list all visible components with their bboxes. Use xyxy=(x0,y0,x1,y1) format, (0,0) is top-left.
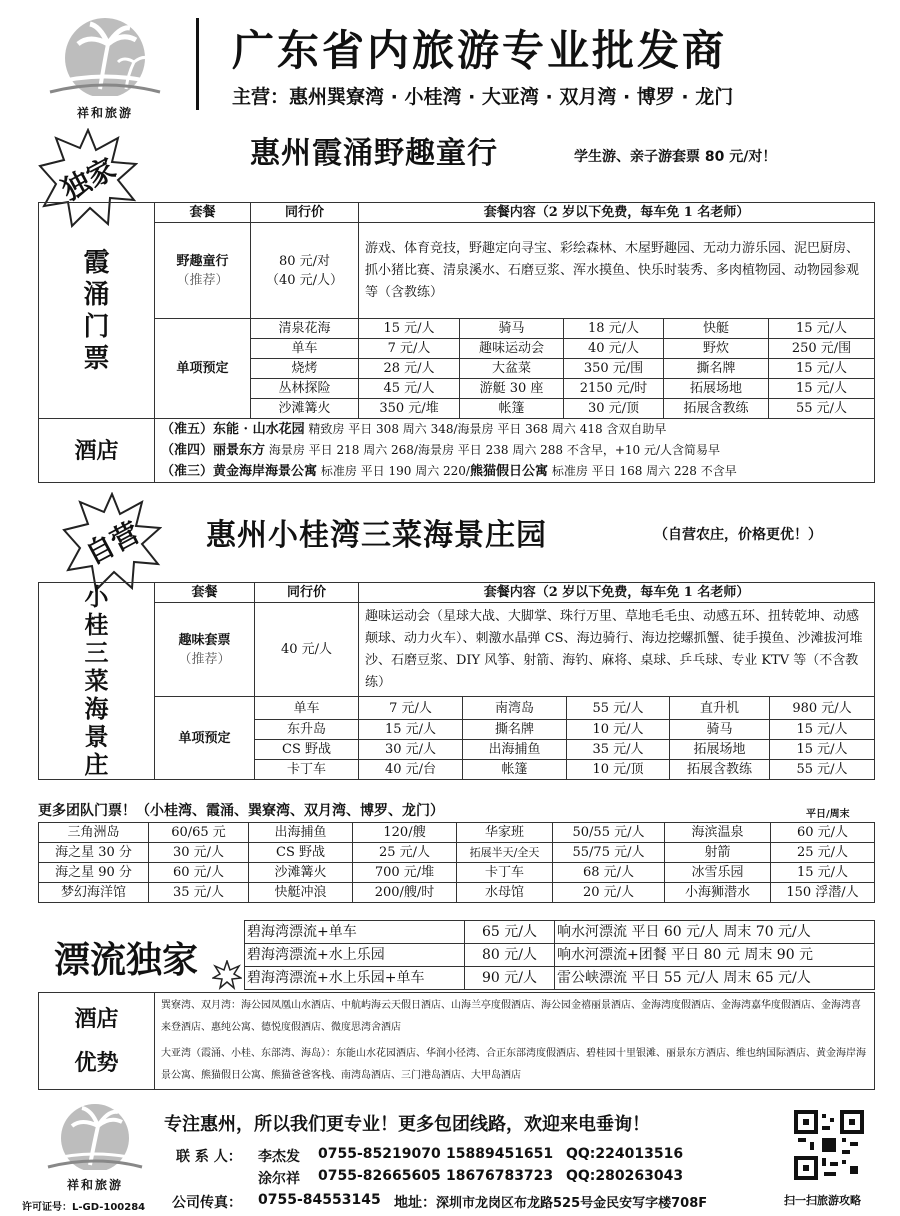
rafting-table xyxy=(244,920,875,990)
item-price: 45 元/人 xyxy=(359,379,460,399)
section2-title: 惠州小桂湾三菜海景庄园 xyxy=(206,518,547,553)
section2-table xyxy=(38,582,875,780)
item-price: 55 元/人 xyxy=(567,697,670,720)
page-title: 广东省内旅游专业批发商 xyxy=(232,26,728,75)
item-price: 10 元/顶 xyxy=(567,760,670,780)
item-name: 东升岛 xyxy=(255,720,359,740)
ticket-name: 冰雪乐园 xyxy=(665,863,771,883)
section3-title: 更多团队门票！（小桂湾、霞涌、巽寮湾、双月湾、博罗、龙门） xyxy=(38,803,444,819)
contact-qq: QQ:280263043 xyxy=(566,1168,684,1184)
item-name: 骑马 xyxy=(460,319,564,339)
item-name: 出海捕鱼 xyxy=(463,740,567,760)
item-name: 单车 xyxy=(255,697,359,720)
item-name: 撕名牌 xyxy=(463,720,567,740)
rafting-item: 碧海湾漂流+单车 xyxy=(245,921,465,944)
footer-slogan: 专注惠州，所以我们更专业！更多包团线路，欢迎来电垂询！ xyxy=(164,1114,650,1135)
col-package: 套餐 xyxy=(155,203,251,223)
single-booking-label: 单项预定 xyxy=(155,697,255,780)
contact-name: 李杰发 xyxy=(258,1149,300,1165)
contact-mobile[interactable]: 15889451651 xyxy=(446,1146,554,1162)
ticket-name: 小海狮潜水 xyxy=(665,883,771,903)
palm-tree-logo-icon xyxy=(30,14,180,96)
self-operated-stamp xyxy=(62,492,162,592)
item-name: 单车 xyxy=(251,339,359,359)
item-price: 350 元/围 xyxy=(564,359,664,379)
ticket-price: 120/艘 xyxy=(353,823,457,843)
ticket-name: 水母馆 xyxy=(457,883,553,903)
section1-title: 惠州霞涌野趣童行 xyxy=(250,136,498,171)
license-number: 许可证号：L-GD-100284 xyxy=(22,1202,146,1213)
page-subtitle: 主营：惠州巽寮湾 · 小桂湾 · 大亚湾 · 双月湾 · 博罗 · 龙门 xyxy=(232,86,734,108)
item-price: 250 元/围 xyxy=(769,339,875,359)
hotel-advantage-label xyxy=(39,993,155,1090)
package-price: 40 元/人 xyxy=(255,603,359,697)
rafting-price: 65 元/人 xyxy=(465,921,555,944)
ticket-price: 25 元/人 xyxy=(353,843,457,863)
contact-tel[interactable]: 0755-85219070 xyxy=(318,1146,441,1162)
logo-name: 祥和旅游 xyxy=(76,106,133,120)
item-name: 烧烤 xyxy=(251,359,359,379)
item-name: 拓展场地 xyxy=(664,379,769,399)
package-price-cell xyxy=(251,223,359,319)
package-recommend: （推荐） xyxy=(176,272,229,288)
item-price: 350 元/堆 xyxy=(359,399,460,419)
fax-number: 0755-84553145 xyxy=(258,1192,381,1208)
contact-label: 联 系 人： xyxy=(176,1149,242,1165)
ticket-price: 50/55 元/人 xyxy=(553,823,665,843)
item-name: 沙滩篝火 xyxy=(251,399,359,419)
footer-logo xyxy=(30,1100,160,1190)
ticket-price: 35 元/人 xyxy=(149,883,249,903)
item-name: 拓展场地 xyxy=(670,740,770,760)
item-name: 快艇 xyxy=(664,319,769,339)
ticket-price: 55/75 元/人 xyxy=(553,843,665,863)
ticket-price: 60 元/人 xyxy=(771,823,875,843)
section3-note: 平日/周末 xyxy=(806,809,850,820)
ticket-price: 25 元/人 xyxy=(771,843,875,863)
qr-code[interactable] xyxy=(794,1110,864,1180)
item-name: 趣味运动会 xyxy=(460,339,564,359)
package-cell xyxy=(155,603,255,697)
ticket-name: 射箭 xyxy=(665,843,771,863)
section3-table xyxy=(38,822,875,903)
item-price: 15 元/人 xyxy=(359,720,463,740)
ticket-name: 快艇冲浪 xyxy=(249,883,353,903)
item-price: 15 元/人 xyxy=(769,359,875,379)
ticket-name: 海滨温泉 xyxy=(665,823,771,843)
hotel-advantage-line: 大亚湾（霞涌、小桂、东部湾、海岛）：东能山水花园酒店、华润小径湾、合正东部湾度假酒店、碧桂园十里银滩、丽景东方酒店、维也纳国际酒店、黄金海岸海景公寓、熊猫假日公寓、熊猫爸爸客栈、南湾岛酒店、三门港岛酒店、大甲岛酒店 xyxy=(161,1048,866,1081)
hotel-advantage-label-2: 优势 xyxy=(74,1050,119,1076)
contact-mobile[interactable]: 18676783723 xyxy=(446,1168,554,1184)
ticket-name: 海之星 30 分 xyxy=(39,843,149,863)
ticket-price: 60 元/人 xyxy=(149,863,249,883)
item-name: 拓展含教练 xyxy=(664,399,769,419)
package-name: 野趣童行 xyxy=(176,253,229,269)
col-price: 同行价 xyxy=(251,203,359,223)
ticket-name: 出海捕鱼 xyxy=(249,823,353,843)
item-price: 7 元/人 xyxy=(359,697,463,720)
header-logo xyxy=(30,14,180,120)
ticket-name: 华家班 xyxy=(457,823,553,843)
ticket-price: 15 元/人 xyxy=(771,863,875,883)
ticket-price: 700 元/堆 xyxy=(353,863,457,883)
ticket-name: 卡丁车 xyxy=(457,863,553,883)
address: 深圳市龙岗区布龙路525号金民安写字楼708F xyxy=(436,1196,708,1211)
col-content: 套餐内容（2 岁以下免费，每车免 1 名老师） xyxy=(359,203,875,223)
ticket-price: 150 浮潜/人 xyxy=(771,883,875,903)
hotel-line: （准五）东能 · 山水花园 精致房 平日 308 周六 348/海景房 平日 368 周六 418 含双自助早 xyxy=(161,422,667,437)
ticket-name: 梦幻海洋馆 xyxy=(39,883,149,903)
hotel-line: （准三）黄金海岸海景公寓 标准房 平日 190 周六 220/熊猫假日公寓 标准房 平日 168 周六 228 不含早 xyxy=(161,464,737,479)
hotel-advantage-label-1: 酒店 xyxy=(74,1006,119,1032)
contact-qq: QQ:224013516 xyxy=(566,1146,684,1162)
contact-tel[interactable]: 0755-82665605 xyxy=(318,1168,441,1184)
package-content: 游戏、体育竞技，野趣定向寻宝、彩绘森林、木屋野趣园、无动力游乐园、泥巴厨房、抓小猪比赛、清泉溪水、石磨豆浆、浑水摸鱼、快乐时装秀、多肉植物园、动物园参观等（含教练） xyxy=(359,223,875,319)
ticket-name: CS 野战 xyxy=(249,843,353,863)
rafting-item: 碧海湾漂流+水上乐园 xyxy=(245,944,465,967)
package-recommend: （推荐） xyxy=(178,651,231,667)
item-name: 骑马 xyxy=(670,720,770,740)
hotel-list xyxy=(155,419,875,483)
col-price: 同行价 xyxy=(255,583,359,603)
ticket-name: 拓展半天/全天 xyxy=(457,843,553,863)
fax-label: 公司传真： xyxy=(172,1195,242,1211)
contact-name: 涂尔祥 xyxy=(258,1171,300,1187)
palm-tree-logo-icon xyxy=(30,1100,160,1170)
item-name: 卡丁车 xyxy=(255,760,359,780)
package-content: 趣味运动会（星球大战、大脚掌、珠行万里、草地毛毛虫、动感五环、扭转乾坤、动感颠球、动力火车）、刺激水晶弹 CS、海边骑行、海边挖螺抓蟹、徒手摸鱼、沙滩拔河堆沙、石磨豆浆、DIY 风筝、射箭、海钓、麻将、桌球、乒乓球、专业 KTV 等（不含教练） xyxy=(359,603,875,697)
logo-name: 祥和旅游 xyxy=(66,1178,123,1192)
item-price: 15 元/人 xyxy=(770,740,875,760)
single-booking-label: 单项预定 xyxy=(155,319,251,419)
ticket-name: 沙滩篝火 xyxy=(249,863,353,883)
hotel-advantage-line: 巽寮湾、双月湾：海公园凤凰山水酒店、中航屿海云天假日酒店、山海兰亭度假酒店、海公园金禧丽景酒店、金海湾度假酒店、金海湾嘉华度假酒店、金海湾喜来登酒店、惠纯公寓、德悦度假酒店、微度思湾舍酒店 xyxy=(161,1000,861,1033)
ticket-price: 30 元/人 xyxy=(149,843,249,863)
item-name: 游艇 30 座 xyxy=(460,379,564,399)
item-name: 大盆菜 xyxy=(460,359,564,379)
item-name: 帐篷 xyxy=(460,399,564,419)
rafting-label: 漂流独家 xyxy=(54,940,199,981)
item-price: 18 元/人 xyxy=(564,319,664,339)
package-price: 80 元/对 xyxy=(278,253,331,269)
item-price: 55 元/人 xyxy=(769,399,875,419)
item-price: 2150 元/时 xyxy=(564,379,664,399)
section1-side-label: 霞涌门票 xyxy=(39,203,155,419)
item-name: 直升机 xyxy=(670,697,770,720)
item-price: 7 元/人 xyxy=(359,339,460,359)
item-name: 撕名牌 xyxy=(664,359,769,379)
section1-note: 学生游、亲子游套票 80 元/对！ xyxy=(574,149,777,165)
item-price: 55 元/人 xyxy=(770,760,875,780)
item-name: 清泉花海 xyxy=(251,319,359,339)
section2-side-label: 小桂三菜海景庄 xyxy=(39,583,155,780)
item-name: 南湾岛 xyxy=(463,697,567,720)
rafting-item: 碧海湾漂流+水上乐园+单车 xyxy=(245,967,465,990)
item-price: 15 元/人 xyxy=(359,319,460,339)
item-price: 28 元/人 xyxy=(359,359,460,379)
item-price: 10 元/人 xyxy=(567,720,670,740)
rafting-price: 90 元/人 xyxy=(465,967,555,990)
item-price: 15 元/人 xyxy=(769,379,875,399)
ticket-price: 20 元/人 xyxy=(553,883,665,903)
address-label: 地址： xyxy=(394,1195,436,1211)
ticket-name: 海之星 90 分 xyxy=(39,863,149,883)
hotel-advantage-list xyxy=(155,993,875,1090)
package-price-per: （40 元/人） xyxy=(265,272,344,288)
item-name: 丛林探险 xyxy=(251,379,359,399)
item-price: 30 元/人 xyxy=(359,740,463,760)
package-cell xyxy=(155,223,251,319)
header-divider xyxy=(196,18,199,110)
item-name: 帐篷 xyxy=(463,760,567,780)
qr-caption: 扫一扫旅游攻略 xyxy=(784,1194,861,1207)
rafting-item: 响水河漂流 平日 60 元/人 周末 70 元/人 xyxy=(555,921,875,944)
ticket-price: 200/艘/时 xyxy=(353,883,457,903)
col-package: 套餐 xyxy=(155,583,255,603)
item-price: 40 元/台 xyxy=(359,760,463,780)
item-price: 30 元/顶 xyxy=(564,399,664,419)
ticket-price: 68 元/人 xyxy=(553,863,665,883)
hotel-label: 酒店 xyxy=(39,419,155,483)
col-content: 套餐内容（2 岁以下免费，每车免 1 名老师） xyxy=(359,583,875,603)
item-name: 野炊 xyxy=(664,339,769,359)
qr-code-icon xyxy=(794,1110,864,1180)
hotel-line: （准四）丽景东方 海景房 平日 218 周六 268/海景房 平日 238 周六 288 不含早，+10 元/人含简易早 xyxy=(161,443,721,458)
rafting-item: 响水河漂流+团餐 平日 80 元 周末 90 元 xyxy=(555,944,875,967)
item-price: 980 元/人 xyxy=(770,697,875,720)
item-price: 40 元/人 xyxy=(564,339,664,359)
starburst-icon xyxy=(212,960,242,990)
item-price: 15 元/人 xyxy=(770,720,875,740)
item-name: 拓展含教练 xyxy=(670,760,770,780)
item-price: 35 元/人 xyxy=(567,740,670,760)
self-operated-stamp-text: 自营 xyxy=(80,515,146,572)
item-price: 15 元/人 xyxy=(769,319,875,339)
rafting-item: 雷公峡漂流 平日 55 元/人 周末 65 元/人 xyxy=(555,967,875,990)
ticket-price: 60/65 元 xyxy=(149,823,249,843)
section2-note: （自营农庄，价格更优！） xyxy=(654,527,822,543)
ticket-name: 三角洲岛 xyxy=(39,823,149,843)
rafting-price: 80 元/人 xyxy=(465,944,555,967)
exclusive-stamp-text: 独家 xyxy=(56,151,122,208)
item-name: CS 野战 xyxy=(255,740,359,760)
hotel-advantage-table xyxy=(38,992,875,1090)
section1-table xyxy=(38,202,875,483)
package-name: 趣味套票 xyxy=(178,632,231,648)
